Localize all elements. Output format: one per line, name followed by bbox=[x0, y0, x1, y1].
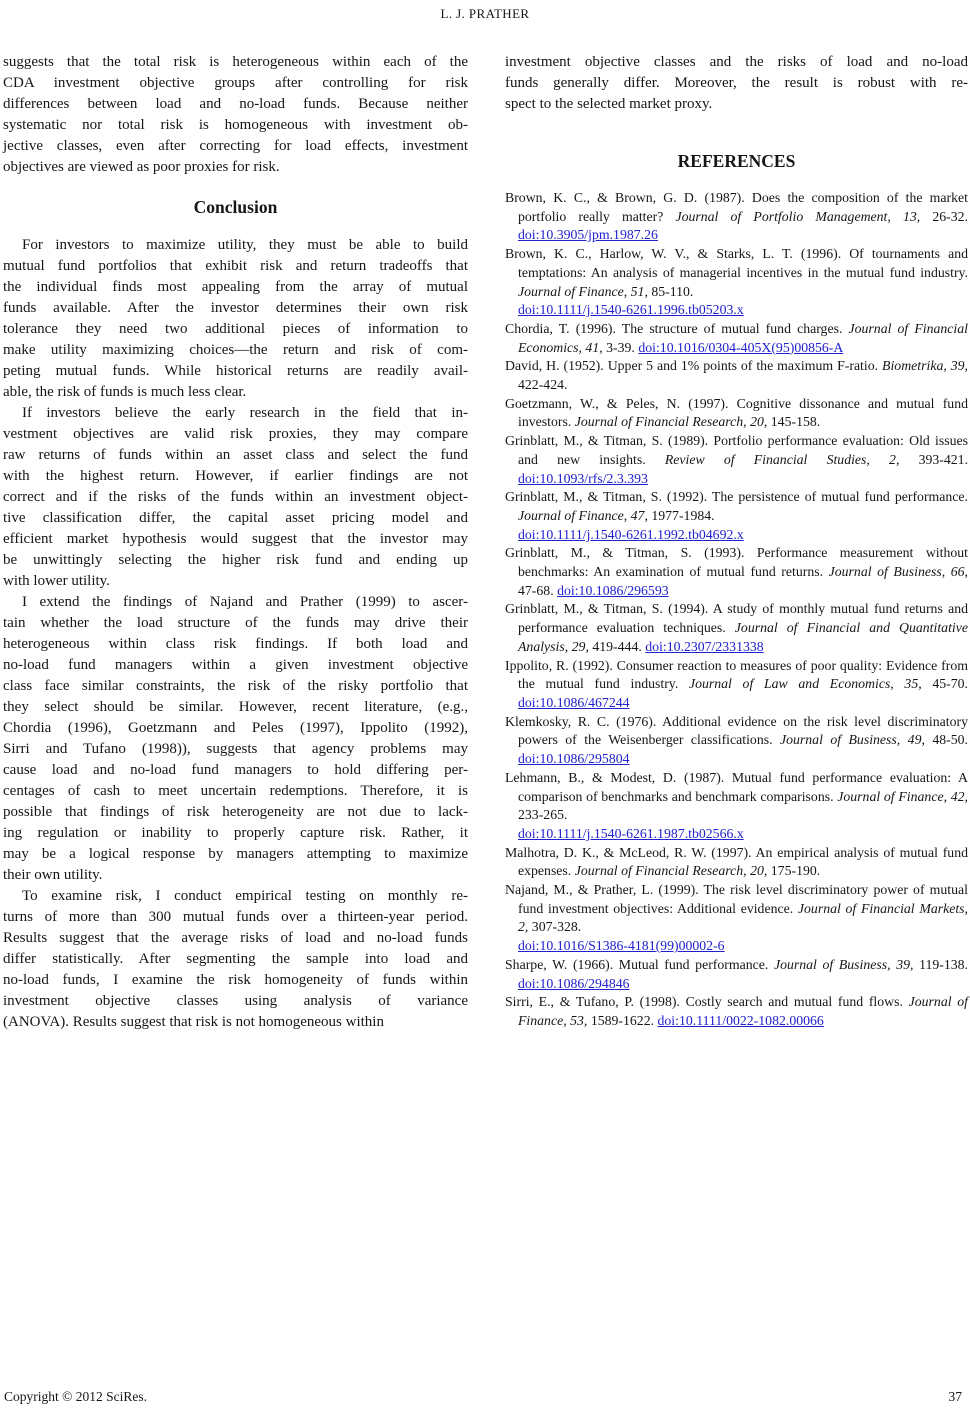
text-line: tive classification differ, the capital asset pricing model and bbox=[3, 510, 468, 526]
journal-name: Journal of Business, 66, bbox=[828, 564, 968, 580]
reference-entry bbox=[505, 993, 968, 1030]
reference-text: Sirri, E., & Tufano, P. (1998). Costly search and mutual fund flows. bbox=[505, 994, 909, 1010]
reference-text: Sharpe, W. (1966). Mutual fund performance. bbox=[505, 956, 774, 972]
text-line: vestment objectives are valid risk proxies, they may compare bbox=[3, 426, 468, 442]
paragraph-continuation bbox=[505, 52, 968, 115]
reference-entry bbox=[505, 956, 968, 993]
reference-text: Klemkosky, R. C. (1976). Additional evidence on the risk level discriminatory powers of the Weisenberger classifications. bbox=[505, 713, 968, 748]
text-line: differences between load and no-load funds. Because neither bbox=[3, 96, 468, 112]
text-line: with the highest return. However, if earlier findings are not bbox=[3, 468, 468, 484]
reference-entry bbox=[505, 844, 968, 881]
doi-link[interactable]: doi:10.1111/0022-1082.00066 bbox=[657, 1012, 824, 1028]
doi-link[interactable]: doi:10.1086/294846 bbox=[518, 975, 630, 991]
doi-link[interactable]: doi:10.1086/296593 bbox=[557, 582, 669, 598]
doi-link[interactable]: doi:10.1016/0304-405X(95)00856-A bbox=[638, 339, 844, 355]
reference-text: Ippolito, R. (1992). Consumer reaction to measures of poor quality: Evidence from the mutual fund industry. bbox=[505, 657, 968, 692]
text-line: with lower utility. bbox=[3, 573, 110, 589]
reference-entry bbox=[505, 395, 968, 432]
text-line: raw returns of funds within an asset class and select the fund bbox=[3, 447, 468, 463]
two-column-body bbox=[3, 52, 968, 1033]
doi-link[interactable]: doi:10.3905/jpm.1987.26 bbox=[518, 227, 658, 243]
text-line: investment objective classes using analysis of variance bbox=[3, 993, 468, 1009]
left-column bbox=[3, 52, 468, 1033]
reference-text: David, H. (1952). Upper 5 and 1% points of the maximum F-ratio. bbox=[505, 358, 883, 374]
text-line: funds available. After the investor determines their own risk bbox=[3, 300, 468, 316]
text-line: (ANOVA). Results suggest that risk is not homogeneous within bbox=[3, 1014, 384, 1030]
reference-text: Chordia, T. (1996). The structure of mutual fund charges. bbox=[505, 320, 849, 336]
text-line: cause load and no-load fund managers to hold differing per- bbox=[3, 762, 468, 778]
running-head-author: L. J. PRATHER bbox=[440, 6, 530, 21]
reference-entry bbox=[505, 320, 968, 357]
reference-text: 48-50. bbox=[932, 732, 968, 748]
text-line: correct and if the risks of the funds within an investment object- bbox=[3, 489, 468, 505]
reference-text: Malhotra, D. K., & McLeod, R. W. (1997). An empirical analysis of mutual fund expenses. bbox=[505, 844, 968, 879]
text-line: heterogeneous within class risk findings. If both load and bbox=[3, 636, 468, 652]
reference-entry bbox=[505, 600, 968, 656]
text-line: the individual finds most appealing from the array of mutual bbox=[3, 279, 468, 295]
text-line: peting mutual funds. While historical returns are readily avail- bbox=[3, 363, 468, 379]
reference-entry bbox=[505, 488, 968, 544]
journal-name: Journal of Financial Markets, 2, bbox=[518, 900, 969, 935]
text-line: mutual fund portfolios that exhibit risk and return tradeoffs that bbox=[3, 258, 468, 274]
reference-entry bbox=[505, 713, 968, 769]
reference-text: Lehmann, B., & Modest, D. (1987). Mutual fund performance evaluation: A comparison of benchmarks and benchmark comparisons. bbox=[505, 769, 968, 804]
journal-name: Journal of Finance, 47, bbox=[518, 507, 652, 523]
paragraph bbox=[3, 235, 468, 403]
reference-text: 393-421. bbox=[918, 451, 969, 467]
journal-name: Journal of Finance, 42, bbox=[837, 788, 968, 804]
text-line: centages of cash to meet uncertain redemptions. Therefore, it is bbox=[3, 783, 468, 799]
references-list bbox=[505, 189, 968, 1031]
reference-text: 1977-1984. bbox=[651, 507, 715, 523]
text-line: For investors to maximize utility, they must be able to build bbox=[22, 237, 468, 253]
reference-entry bbox=[505, 544, 968, 600]
journal-name: Journal of Portfolio Management, 13, bbox=[675, 208, 933, 224]
text-line: tain whether the load structure of the funds may drive their bbox=[3, 615, 468, 631]
page-footer bbox=[4, 1389, 962, 1405]
text-line: jective classes, even after correcting for load effects, investment bbox=[3, 138, 468, 154]
paragraph-continuation bbox=[3, 52, 468, 178]
text-line: suggests that the total risk is heterogeneous within each of the bbox=[3, 54, 468, 70]
journal-name: Journal of Business, 39, bbox=[773, 956, 920, 972]
journal-name: Journal of Law and Economics, 35, bbox=[688, 676, 933, 692]
text-line: efficient market hypothesis would suggest that the investor may bbox=[3, 531, 468, 547]
journal-name: Journal of Financial Economics, 41, bbox=[518, 320, 968, 355]
conclusion-heading: Conclusion bbox=[193, 197, 278, 217]
reference-entry bbox=[505, 769, 968, 844]
text-line: ing regulation or inability to properly capture risk. Rather, it bbox=[3, 825, 468, 841]
text-line: tolerance they need two additional pieces of information to bbox=[3, 321, 468, 337]
doi-link[interactable]: doi:10.1111/j.1540-6261.1992.tb04692.x bbox=[518, 526, 744, 542]
reference-text: 85-110. bbox=[651, 283, 694, 299]
journal-name: Biometrika, 39, bbox=[882, 358, 969, 374]
reference-text: 3-39. bbox=[606, 339, 639, 355]
paragraph bbox=[3, 592, 468, 886]
journal-name: Journal of Finance, 53, bbox=[518, 994, 968, 1028]
journal-name: Journal of Financial and Quantitative Analysis, 29, bbox=[518, 620, 968, 654]
text-line: differ statistically. After segmenting the sample into load and bbox=[3, 951, 468, 967]
doi-link[interactable]: doi:10.1111/j.1540-6261.1987.tb02566.x bbox=[518, 825, 744, 841]
text-line: no-load fund managers within a given investment objective bbox=[3, 657, 468, 673]
text-line: investment objective classes and the risks of load and no-load bbox=[505, 54, 968, 70]
paragraph bbox=[3, 886, 468, 1033]
journal-name: Journal of Financial Research, 20, bbox=[574, 863, 771, 879]
text-line: turns of more than 300 mutual funds over a thirteen-year period. bbox=[3, 909, 468, 925]
doi-link[interactable]: doi:10.1086/467244 bbox=[518, 694, 630, 710]
paragraph bbox=[3, 403, 468, 592]
text-line: able, the risk of funds is much less clear. bbox=[3, 384, 247, 400]
reference-entry bbox=[505, 245, 968, 320]
text-line: they select should be similar. However, recent literature, (e.g., bbox=[3, 699, 468, 715]
reference-text: Brown, K. C., & Brown, G. D. (1987). Does the composition of the market portfolio really matter? bbox=[505, 190, 968, 224]
text-line: make utility maximizing choices—the return and risk of com- bbox=[3, 342, 468, 358]
footer-page-number: 37 bbox=[948, 1389, 962, 1404]
reference-text: 145-158. bbox=[770, 414, 821, 430]
text-line: spect to the selected market proxy. bbox=[505, 96, 713, 112]
text-line: may be a logical response by managers attempting to maximize bbox=[3, 846, 468, 862]
text-line: To examine risk, I conduct empirical testing on monthly re- bbox=[22, 888, 468, 904]
reference-text: 422-424. bbox=[518, 377, 568, 393]
text-line: I extend the findings of Najand and Prather (1999) to ascer- bbox=[22, 594, 468, 610]
doi-link[interactable]: doi:10.1093/rfs/2.3.393 bbox=[518, 470, 648, 486]
text-line: funds generally differ. Moreover, the result is robust with re- bbox=[505, 75, 968, 91]
reference-text: 47-68. bbox=[518, 582, 558, 598]
reference-text: 307-328. bbox=[531, 919, 582, 935]
text-line: possible that findings of risk heterogeneity are not due to lack- bbox=[3, 804, 468, 820]
journal-name: Review of Financial Studies, 2, bbox=[664, 451, 919, 467]
reference-text: Grinblatt, M., & Titman, S. (1989). Portfolio performance evaluation: Old issues and new insights. bbox=[505, 433, 968, 467]
doi-link[interactable]: doi:10.1086/295804 bbox=[518, 751, 630, 767]
reference-text: 45-70. bbox=[932, 676, 968, 692]
text-line: objectives are viewed as poor proxies for risk. bbox=[3, 159, 280, 175]
reference-text: 1589-1622. bbox=[590, 1012, 658, 1028]
text-line: class face similar constraints, the risk of the risky portfolio that bbox=[3, 678, 468, 694]
reference-text: 233-265. bbox=[518, 807, 568, 823]
text-line: systematic nor total risk is homogeneous with investment ob- bbox=[3, 117, 468, 133]
reference-text: Brown, K. C., Harlow, W. V., & Starks, L. T. (1996). Of tournaments and temptations: An analysis of managerial incentives in the mutual fund industry. bbox=[505, 246, 968, 280]
text-line: Results suggest that the average risks of load and no-load funds bbox=[3, 930, 468, 946]
doi-link[interactable]: doi:10.1016/S1386-4181(99)00002-6 bbox=[518, 938, 725, 954]
references-heading: REFERENCES bbox=[677, 151, 796, 171]
text-line: If investors believe the early research in the field that in- bbox=[22, 405, 468, 421]
text-line: CDA investment objective groups after controlling for risk bbox=[3, 75, 468, 91]
text-line: no-load funds, I examine the risk homogeneity of funds within bbox=[3, 972, 468, 988]
text-line: their own utility. bbox=[3, 867, 103, 883]
text-line: Chordia (1996), Goetzmann and Peles (1997), Ippolito (1992), bbox=[3, 720, 468, 736]
text-line: be unwittingly selecting the higher risk fund and ending up bbox=[3, 552, 468, 568]
journal-name: Journal of Financial Research, 20, bbox=[574, 414, 771, 430]
reference-text: 119-138. bbox=[919, 956, 968, 972]
reference-text: Grinblatt, M., & Titman, S. (1994). A study of monthly mutual fund returns and performance evaluation techniques. bbox=[505, 601, 968, 636]
reference-text: Grinblatt, M., & Titman, S. (1993). Performance measurement without benchmarks: An examination of mutual fund returns. bbox=[505, 545, 968, 580]
footer-copyright: Copyright © 2012 SciRes. bbox=[4, 1389, 148, 1404]
doi-link[interactable]: doi:10.1111/j.1540-6261.1996.tb05203.x bbox=[518, 302, 744, 318]
reference-text: Goetzmann, W., & Peles, N. (1997). Cognitive dissonance and mutual fund investors. bbox=[505, 395, 968, 430]
reference-entry bbox=[505, 432, 968, 488]
doi-link[interactable]: doi:10.2307/2331338 bbox=[645, 638, 764, 654]
reference-text: Grinblatt, M., & Titman, S. (1992). The persistence of mutual fund performance. bbox=[505, 489, 968, 505]
reference-text: Najand, M., & Prather, L. (1999). The risk level discriminatory power of mutual fund investment objectives: Additional evidence. bbox=[505, 882, 968, 916]
text-line: Sirri and Tufano (1998)), suggests that agency problems may bbox=[3, 741, 468, 757]
reference-entry bbox=[505, 657, 968, 713]
reference-text: 175-190. bbox=[770, 863, 821, 879]
reference-entry bbox=[505, 357, 968, 394]
reference-text: 26-32. bbox=[932, 208, 968, 224]
journal-name: Journal of Business, 49, bbox=[779, 732, 933, 748]
reference-text: 419-444. bbox=[592, 638, 646, 654]
reference-entry bbox=[505, 189, 968, 245]
journal-name: Journal of Finance, 51, bbox=[518, 283, 652, 299]
right-column bbox=[505, 52, 968, 1033]
reference-entry bbox=[505, 881, 968, 956]
